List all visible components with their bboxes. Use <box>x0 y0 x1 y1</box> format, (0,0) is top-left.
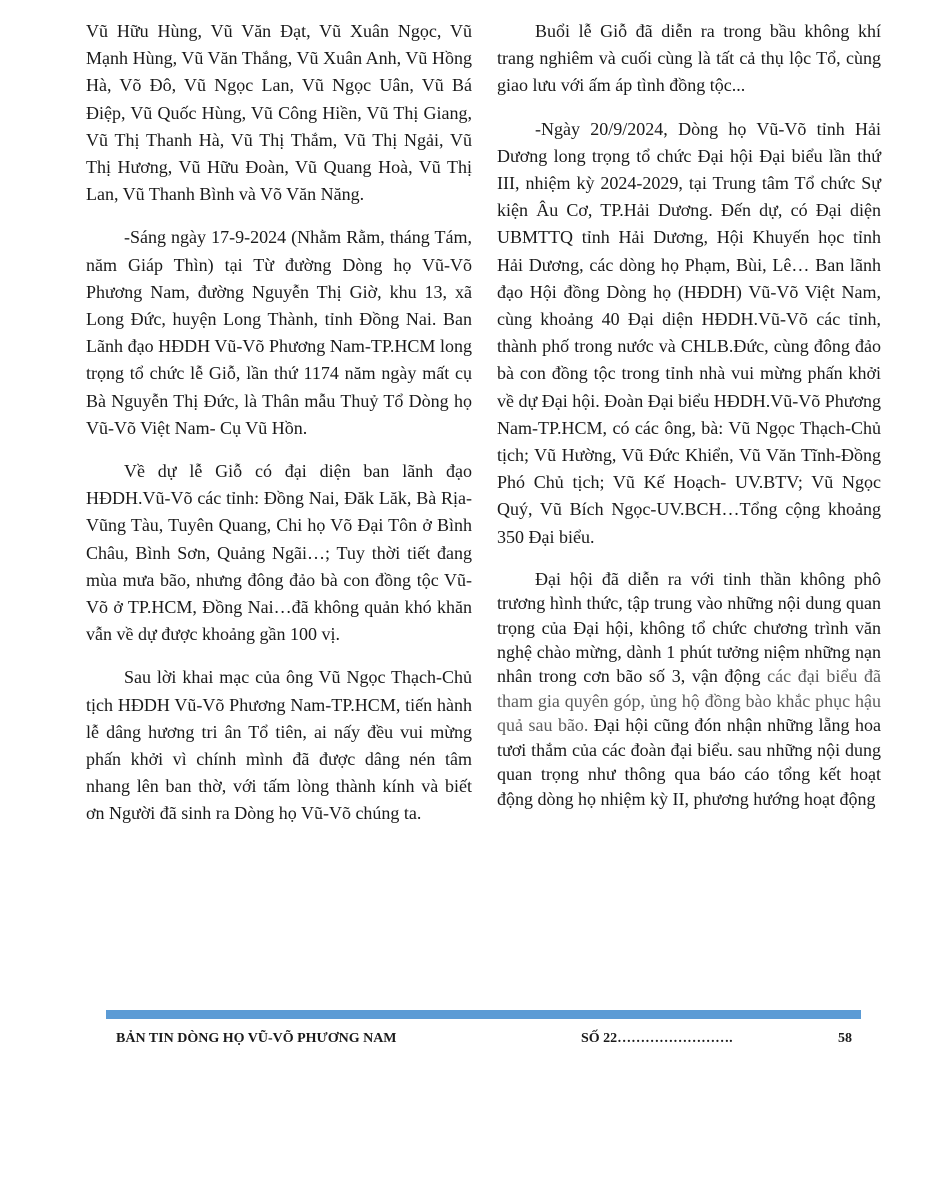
footer-divider <box>106 1010 861 1019</box>
paragraph-death-anniversary: -Sáng ngày 17-9-2024 (Nhằm Rằm, tháng Tám, năm Giáp Thìn) tại Từ đường Dòng họ Vũ-Võ Phương Nam, đường Nguyễn Thị Giờ, khu 13, xã Long Đức, huyện Long Thành, tỉnh Đồng Nai. Ban Lãnh đạo HĐDH Vũ-Võ Phương Nam-TP.HCM long trọng tổ chức lễ Giỗ, lần thứ 1174 năm ngày mất cụ Bà Nguyễn Thị Đức, là Thân mẫu Thuỷ Tổ Dòng họ Vũ-Võ Việt Nam- Cụ Vũ Hồn. <box>86 227 472 438</box>
paragraph-attendees: Về dự lễ Giỗ có đại diện ban lãnh đạo HĐDH.Vũ-Võ các tỉnh: Đồng Nai, Đăk Lăk, Bà Rịa-Vũng Tàu, Tuyên Quang, Chi họ Võ Đại Tôn ở Bình Châu, Bình Sơn, Quảng Ngãi…; Tuy thời tiết đang mùa mưa bão, nhưng đông đảo bà con đồng tộc Vũ-Võ ở TP.HCM, Đồng Nai…đã không quản khó khăn vẫn về dự được khoảng gần 100 vị. <box>86 461 472 645</box>
text-segment: Đại hội đã diễn ra với tinh thần không phô trương hình thức, tập trung vào những nội dung quan trọng của Đại hội, không tổ chức chương trình văn nghệ chào mừng, dành 1 phút tưởng niệm những nạn nhân trong cơn bão số 3, vận động <box>497 568 881 687</box>
footer-issue-number: SỐ 22……………………. <box>581 1031 733 1046</box>
paragraph-congress-proceedings <box>497 567 881 811</box>
footer-page-number: 58 <box>838 1031 852 1046</box>
text-segment-faded: các đại biểu đã tham gia quyên góp, ủng hộ đồng bào khắc phục hậu quả sau bão. <box>497 666 881 736</box>
text-segment: Đại hội cũng đón nhận những lẵng hoa tươi thắm của các đoàn đại biểu. sau những nội dung quan trọng như thông qua báo cáo tổng kết hoạt động dòng họ nhiệm kỳ II, phương hướng hoạt động <box>497 715 881 809</box>
paragraph-name-list: Vũ Hữu Hùng, Vũ Văn Đạt, Vũ Xuân Ngọc, Vũ Mạnh Hùng, Vũ Văn Thắng, Vũ Xuân Anh, Vũ Hồng Hà, Võ Đô, Vũ Ngọc Lan, Vũ Ngọc Uân, Vũ Bá Điệp, Vũ Quốc Hùng, Vũ Công Hiền, Vũ Thị Giang, Vũ Thị Thanh Hà, Vũ Thị Thắm, Vũ Thị Ngải, Vũ Thị Hương, Vũ Hữu Đoàn, Vũ Quang Hoà, Vũ Thị Lan, Vũ Thanh Bình và Võ Văn Năng. <box>86 21 472 205</box>
footer-newsletter-title: BẢN TIN DÒNG HỌ VŨ-VÕ PHƯƠNG NAM <box>116 1031 397 1046</box>
paragraph-opening-ceremony: Sau lời khai mạc của ông Vũ Ngọc Thạch-Chủ tịch HĐDH Vũ-Võ Phương Nam-TP.HCM, tiến hành lễ dâng hương tri ân Tổ tiên, ai nấy đều vui mừng phấn khởi vì chính mình đã được dâng nén tâm nhang lên ban thờ, với tấm lòng thành kính và biết ơn Người đã sinh ra Dòng họ Vũ-Võ chúng ta. <box>86 667 472 824</box>
paragraph-hai-duong-congress: -Ngày 20/9/2024, Dòng họ Vũ-Võ tỉnh Hải Dương long trọng tổ chức Đại hội Đại biểu lần thứ III, nhiệm kỳ 2024-2029, tại Trung tâm Tổ chức Sự kiện Âu Cơ, TP.Hải Dương. Đến dự, có Đại diện UBMTTQ tỉnh Hải Dương, Hội Khuyến học tỉnh Hải Dương, các dòng họ Phạm, Bùi, Lê… Ban lãnh đạo Hội đồng Dòng họ (HĐDH) Vũ-Võ Việt Nam, cùng khoảng 40 Đại diện HĐDH.Vũ-Võ các tỉnh, thành phố trong nước và CHLB.Đức, cùng đông đảo bà con đồng tộc trong tỉnh nhà vui mừng phấn khởi về dự Đại hội. Đoàn Đại biểu HĐDH.Vũ-Võ Phương Nam-TP.HCM, có các ông, bà: Vũ Ngọc Thạch-Chủ tịch; Vũ Hường, Vũ Đức Khiển, Vũ Văn Tĩnh-Đồng Phó Chủ tịch; Vũ Kế Hoạch- UV.BTV; Vũ Ngọc Quý, Vũ Bích Ngọc-UV.BCH…Tổng cộng khoảng 350 Đại biểu. <box>497 118 881 547</box>
paragraph-ceremony-closing: Buổi lễ Giỗ đã diễn ra trong bầu không khí trang nghiêm và cuối cùng là tất cả thụ lộc Tổ, cùng giao lưu với ấm áp tình đồng tộc... <box>497 21 881 96</box>
left-column <box>86 18 472 844</box>
right-column <box>497 18 881 827</box>
